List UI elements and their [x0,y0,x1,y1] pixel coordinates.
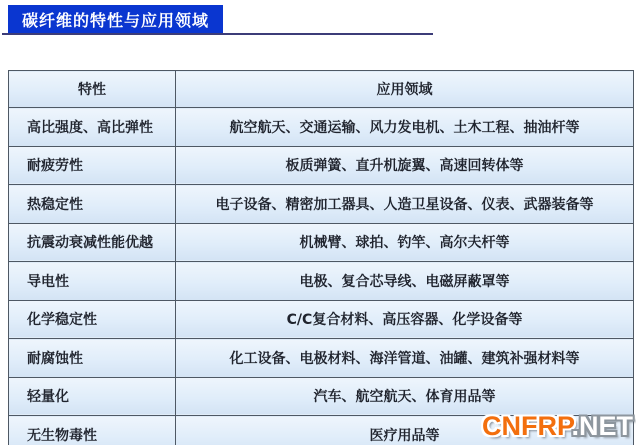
feature-cell: 抗震动衰减性能优越 [9,223,176,262]
column-header-feature: 特性 [9,71,176,108]
table-row [9,146,634,185]
features-applications-table [8,70,634,445]
application-cell: 航空航天、交通运输、风力发电机、土木工程、抽油杆等 [176,108,634,147]
application-cell: 机械臂、球拍、钓竿、高尔夫杆等 [176,223,634,262]
table-row [9,108,634,147]
application-cell: C/C复合材料、高压容器、化学设备等 [176,300,634,339]
table-row [9,223,634,262]
feature-cell: 轻量化 [9,377,176,416]
feature-cell: 化学稳定性 [9,300,176,339]
application-cell: 电子设备、精密加工器具、人造卫星设备、仪表、武器装备等 [176,185,634,224]
feature-cell: 高比强度、高比弹性 [9,108,176,147]
watermark-logo [482,413,633,440]
table-row [9,185,634,224]
feature-cell: 无生物毒性 [9,416,176,445]
application-cell: 医疗用品等 [176,416,634,445]
application-cell: 板质弹簧、直升机旋翼、高速回转体等 [176,146,634,185]
title-underline [2,33,433,35]
table-row [9,339,634,378]
watermark-secondary-text: .NET [571,411,633,441]
table-row [9,262,634,301]
table-row [9,300,634,339]
feature-cell: 热稳定性 [9,185,176,224]
application-cell: 电极、复合芯导线、电磁屏蔽罩等 [176,262,634,301]
application-cell: 化工设备、电极材料、海洋管道、油罐、建筑补强材料等 [176,339,634,378]
table-header-row [9,71,634,108]
feature-cell: 导电性 [9,262,176,301]
column-header-application: 应用领域 [176,71,634,108]
watermark-primary-text: CNFRP [481,411,572,441]
feature-cell: 耐疲劳性 [9,146,176,185]
page-title: 碳纤维的特性与应用领域 [8,5,223,35]
table-row [9,377,634,416]
feature-cell: 耐腐蚀性 [9,339,176,378]
application-cell: 汽车、航空航天、体育用品等 [176,377,634,416]
